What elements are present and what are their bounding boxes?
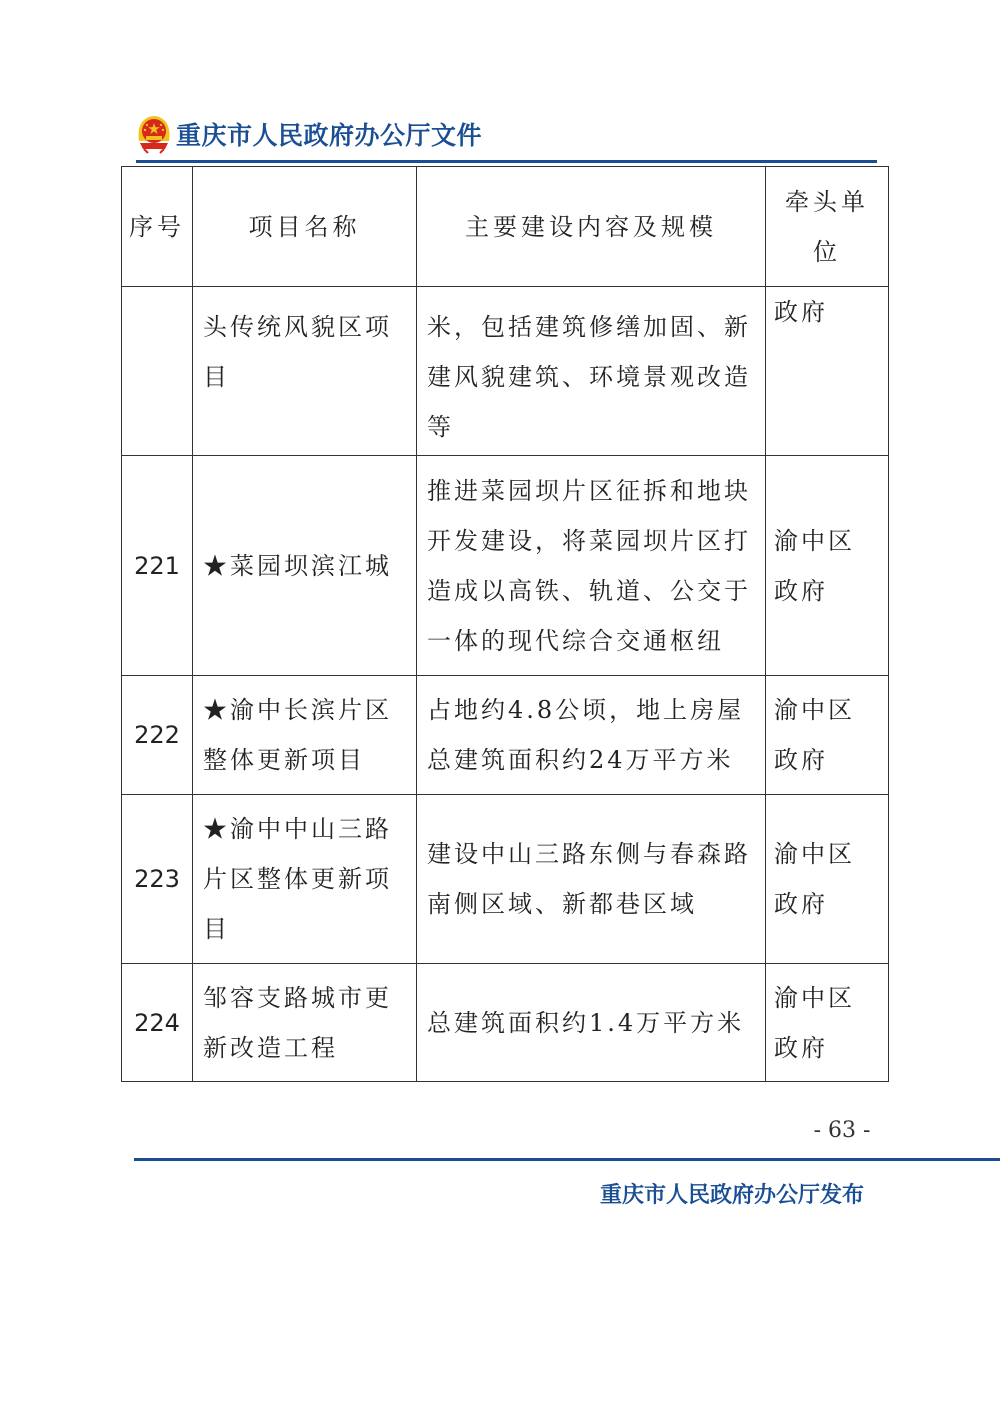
column-header-lead-unit: 牵头单位 [766, 167, 889, 287]
header-divider [136, 160, 877, 163]
footer-divider [134, 1158, 1000, 1161]
row-number: 224 [122, 964, 193, 1082]
national-emblem-icon [136, 114, 172, 154]
lead-unit [766, 964, 889, 1082]
row-number: 221 [122, 456, 193, 676]
project-table [121, 166, 889, 1082]
project-name: ★渝中长滨片区整体更新项目 [193, 676, 417, 795]
column-header-content: 主要建设内容及规模 [417, 167, 766, 287]
project-content: 推进菜园坝片区征拆和地块开发建设，将菜园坝片区打造成以高铁、轨道、公交于一体的现代综合交通枢纽 [417, 456, 766, 676]
lead-unit [766, 676, 889, 795]
lead-unit-line1: 渝中区 [774, 696, 855, 724]
lead-unit-line1: 渝中区 [774, 983, 855, 1012]
lead-unit-line1: 渝中区 [774, 526, 855, 555]
row-number: 222 [122, 676, 193, 795]
row-number [122, 287, 193, 456]
lead-unit-line2: 政府 [774, 746, 828, 774]
lead-unit-line2: 政府 [774, 890, 828, 918]
project-name: 头传统风貌区项目 [193, 287, 417, 456]
lead-unit-line2: 政府 [774, 576, 828, 605]
header-title: 重庆市人民政府办公厅文件 [176, 121, 483, 150]
project-name: 邹容支路城市更新改造工程 [193, 964, 417, 1082]
table-row [122, 287, 889, 456]
column-header-project-name: 项目名称 [193, 167, 417, 287]
table-header-row [122, 167, 889, 287]
project-name: ★渝中中山三路片区整体更新项目 [193, 795, 417, 964]
project-content: 建设中山三路东侧与春森路南侧区域、新都巷区域 [417, 795, 766, 964]
table-row [122, 456, 889, 676]
lead-unit [766, 456, 889, 676]
column-header-number: 序号 [122, 167, 193, 287]
row-number: 223 [122, 795, 193, 964]
page-number: - 63 - [813, 1118, 871, 1143]
table-row [122, 676, 889, 795]
document-header [136, 112, 482, 156]
lead-unit-line1: 渝中区 [774, 840, 855, 868]
project-name: ★菜园坝滨江城 [193, 456, 417, 676]
project-content: 总建筑面积约1.4万平方米 [417, 964, 766, 1082]
footer-publisher: 重庆市人民政府办公厅发布 [599, 1183, 864, 1208]
lead-unit [766, 795, 889, 964]
project-content: 米，包括建筑修缮加固、新建风貌建筑、环境景观改造等 [417, 287, 766, 456]
table-row [122, 964, 889, 1082]
table-row [122, 795, 889, 964]
project-content: 占地约4.8公顷，地上房屋总建筑面积约24万平方米 [417, 676, 766, 795]
lead-unit-line2: 政府 [774, 1033, 828, 1062]
lead-unit: 政府 [766, 287, 889, 456]
